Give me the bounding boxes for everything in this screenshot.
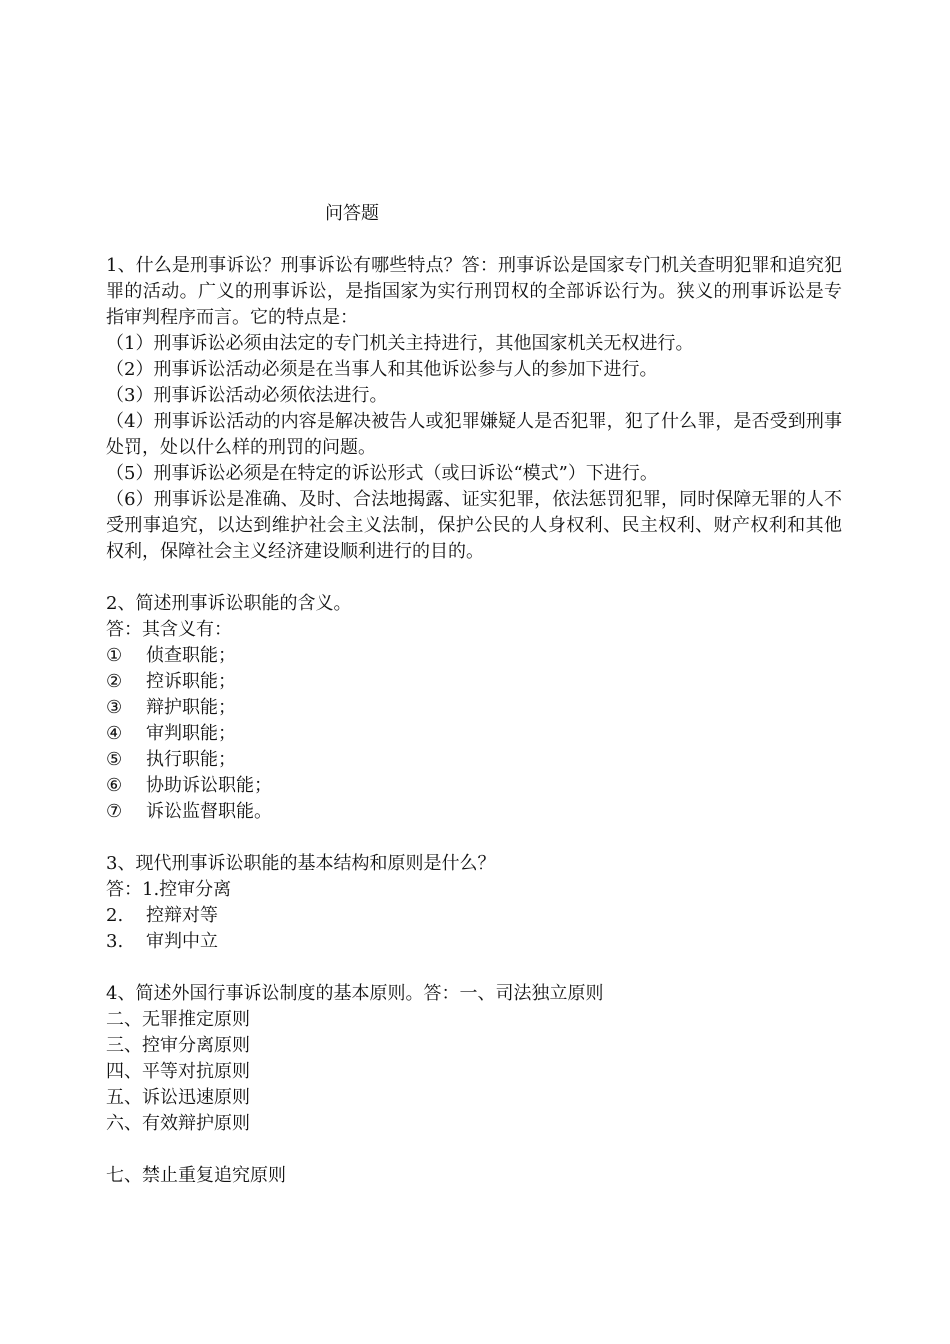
q1-item-5: （5）刑事诉讼必须是在特定的诉讼形式（或曰诉讼“模式”）下进行。 — [106, 463, 658, 484]
list-item-text: 控诉职能； — [146, 671, 236, 692]
spacer — [106, 1137, 842, 1163]
q3-question: 3、现代刑事诉讼职能的基本结构和原则是什么？ — [106, 853, 496, 874]
list-marker: ⑤ — [106, 749, 123, 770]
spacer — [106, 955, 842, 981]
list-item: 七、禁止重复追究原则 — [106, 1165, 286, 1186]
list-item-text: 侦查职能； — [146, 645, 236, 666]
list-item — [106, 747, 842, 773]
question-1 — [106, 253, 842, 565]
list-marker: ③ — [106, 697, 123, 718]
list-item: 四、平等对抗原则 — [106, 1061, 250, 1082]
list-item — [106, 643, 842, 669]
document-body — [106, 253, 842, 1189]
q2-answer-intro: 答：其含义有： — [106, 619, 232, 640]
list-marker: 2. — [106, 905, 124, 926]
q4-question: 4、简述外国行事诉讼制度的基本原则。答：一、司法独立原则 — [106, 983, 604, 1004]
q2-question: 2、简述刑事诉讼职能的含义。 — [106, 593, 352, 614]
question-4 — [106, 981, 842, 1189]
list-marker: 3. — [106, 931, 124, 952]
list-item — [106, 773, 842, 799]
list-marker: ⑦ — [106, 801, 123, 822]
list-item — [106, 799, 842, 825]
list-item-text: 诉讼监督职能。 — [146, 801, 272, 822]
q1-item-6: （6）刑事诉讼是准确、及时、合法地揭露、证实犯罪，依法惩罚犯罪，同时保障无罪的人不受刑事追究，以达到维护社会主义法制，保护公民的人身权利、民主权利、财产权利和其他权利，保障社会主义经济建设顺利进行的目的。 — [106, 489, 842, 562]
q1-item-2: （2）刑事诉讼活动必须是在当事人和其他诉讼参与人的参加下进行。 — [106, 359, 658, 380]
list-item — [106, 721, 842, 747]
q1-paragraph: 1、什么是刑事诉讼？刑事诉讼有哪些特点？答：刑事诉讼是国家专门机关查明犯罪和追究犯罪的活动。广义的刑事诉讼，是指国家为实行刑罚权的全部诉讼行为。狭义的刑事诉讼是专指审判程序而言。它的特点是： — [106, 255, 842, 328]
list-item: 六、有效辩护原则 — [106, 1113, 250, 1134]
question-2 — [106, 591, 842, 825]
list-marker: ② — [106, 671, 123, 692]
list-item — [106, 669, 842, 695]
list-item — [106, 695, 842, 721]
q3-answer-first: 答：1.控审分离 — [106, 879, 232, 900]
list-item-text: 执行职能； — [146, 749, 236, 770]
list-item-text: 审判职能； — [146, 723, 236, 744]
spacer — [106, 825, 842, 851]
list-item: 五、诉讼迅速原则 — [106, 1087, 250, 1108]
q1-item-3: （3）刑事诉讼活动必须依法进行。 — [106, 385, 388, 406]
list-marker: ⑥ — [106, 775, 123, 796]
q1-item-1: （1）刑事诉讼必须由法定的专门机关主持进行，其他国家机关无权进行。 — [106, 333, 694, 354]
list-marker: ① — [106, 645, 123, 666]
list-item: 三、控审分离原则 — [106, 1035, 250, 1056]
list-item-text: 控辩对等 — [146, 905, 218, 926]
q1-item-4: （4）刑事诉讼活动的内容是解决被告人或犯罪嫌疑人是否犯罪，犯了什么罪，是否受到刑事处罚，处以什么样的刑罚的问题。 — [106, 411, 842, 458]
list-item — [106, 929, 842, 955]
list-item-text: 审判中立 — [146, 931, 218, 952]
list-marker: ④ — [106, 723, 123, 744]
page-title: 问答题 — [325, 203, 379, 224]
question-3 — [106, 851, 842, 955]
list-item — [106, 903, 842, 929]
spacer — [106, 565, 842, 591]
list-item-text: 辩护职能； — [146, 697, 236, 718]
list-item-text: 协助诉讼职能； — [146, 775, 272, 796]
list-item: 二、无罪推定原则 — [106, 1009, 250, 1030]
